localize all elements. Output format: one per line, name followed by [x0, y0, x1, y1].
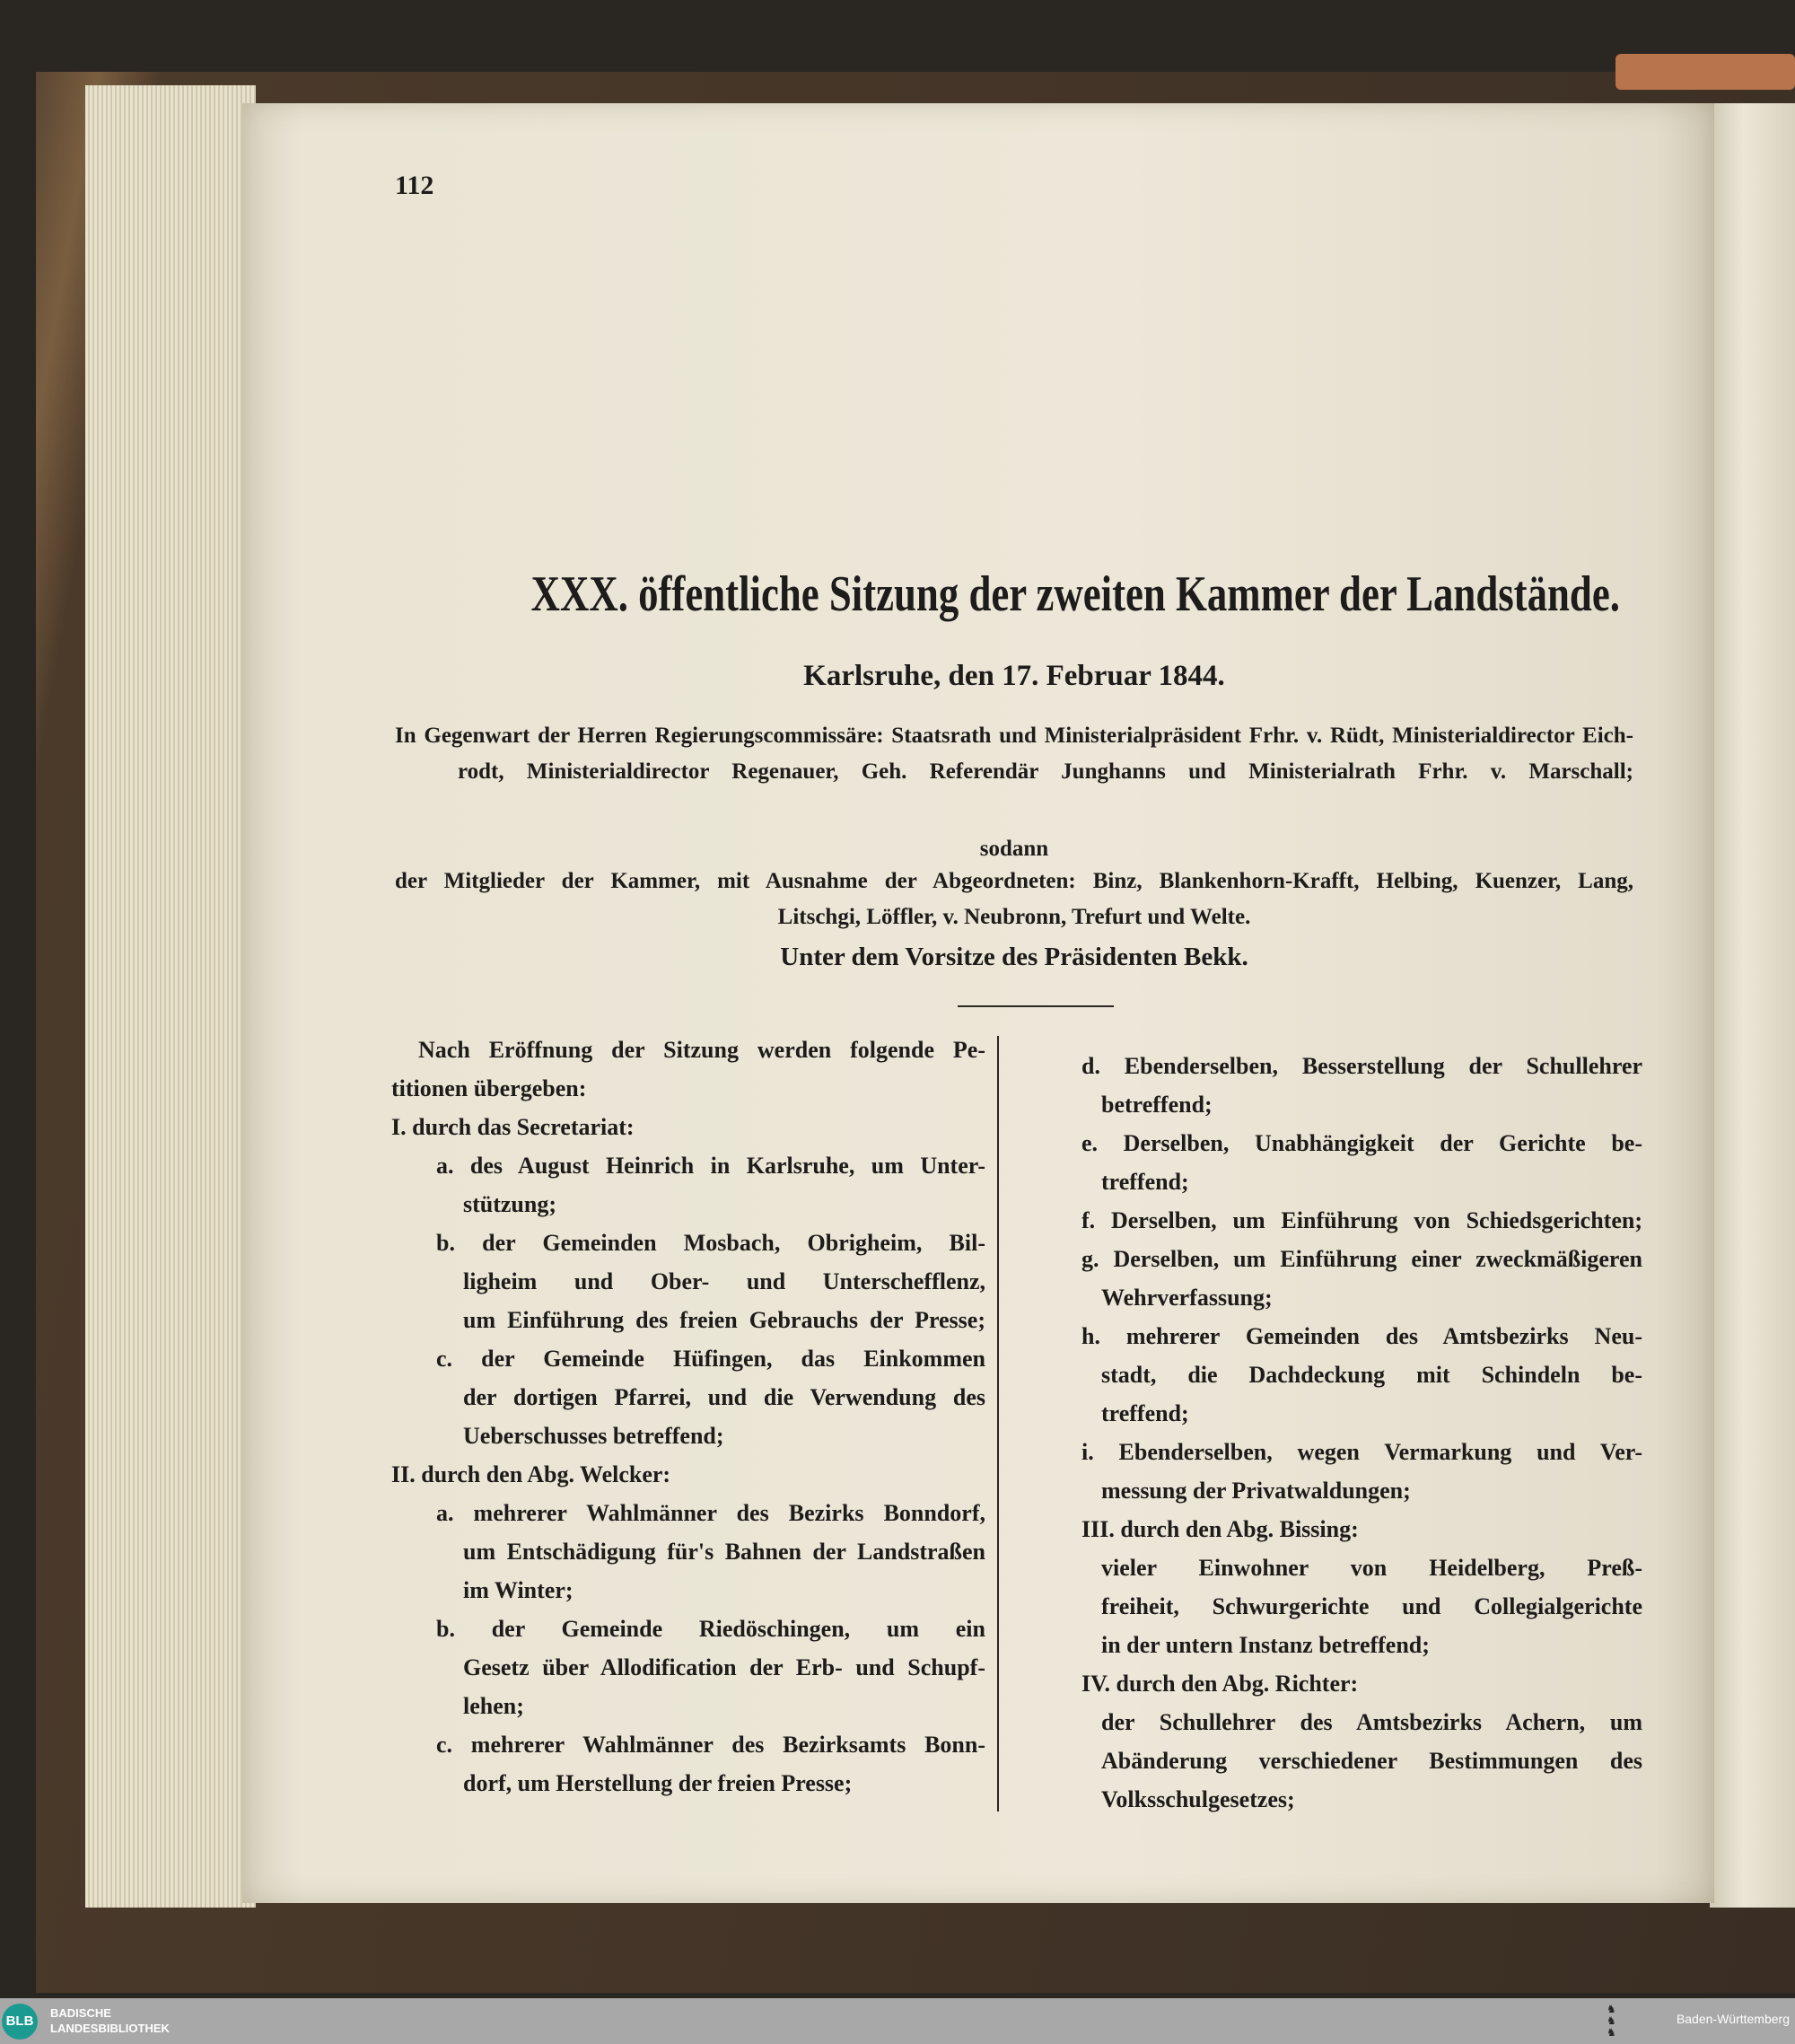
petition-line: messung der Privatwaldungen; [1101, 1478, 1411, 1504]
petition-line: c. mehrerer Wahlmänner des Bezirksamts Bonn- [436, 1732, 985, 1758]
right-column [1081, 1047, 1642, 1819]
petition-line: Ueberschusses betreffend; [463, 1423, 724, 1449]
petition-line: i. Ebenderselben, wegen Vermarkung und Ver- [1081, 1439, 1642, 1465]
petition-line: g. Derselben, um Einführung einer zweckmäßigeren [1081, 1246, 1642, 1272]
petition-line: b. der Gemeinde Riedöschingen, um ein [436, 1616, 985, 1642]
petition-line: dorf, um Herstellung der freien Presse; [463, 1770, 853, 1796]
petition-line: treffend; [1101, 1169, 1189, 1195]
petition-line: freiheit, Schwurgerichte und Collegialgerichte [1101, 1593, 1642, 1619]
petition-line: II. durch den Abg. Welcker: [391, 1461, 671, 1487]
next-page-edge [1710, 103, 1795, 1908]
petition-line: treffend; [1101, 1400, 1189, 1426]
petition-line: a. des August Heinrich in Karlsruhe, um Unter- [436, 1153, 985, 1179]
presence-line: In Gegenwart der Herren Regierungscommissäre: Staatsrath und Ministerialpräsident Frhr. v. Rüdt, Ministerialdirector Eich- [395, 724, 1633, 748]
column-divider [997, 1036, 999, 1812]
library-name-line: BADISCHE [50, 2006, 111, 2020]
state-logo-text[interactable]: Baden-Württemberg [1676, 2012, 1790, 2026]
petition-line: um Entschädigung für's Bahnen der Landstraßen [463, 1539, 985, 1565]
book-spine-corner [1616, 54, 1795, 90]
left-column [391, 1031, 985, 1803]
petition-line: Volksschulgesetzes; [1101, 1786, 1295, 1812]
petition-line: um Einführung des freien Gebrauchs der Presse; [463, 1307, 985, 1333]
presence-line: rodt, Ministerialdirector Regenauer, Geh. Referendär Junghanns und Ministerialrath Frhr. v. Marschall; [458, 759, 1633, 784]
members-paragraph [395, 864, 1633, 935]
page-number: 112 [395, 171, 434, 200]
petition-line: f. Derselben, um Einführung von Schiedsgerichten; [1081, 1207, 1642, 1233]
petition-line: lehen; [463, 1693, 524, 1719]
members-line: Litschgi, Löffler, v. Neubronn, Trefurt und Welte. [777, 905, 1251, 929]
page-edges [85, 85, 256, 1908]
petition-line: titionen übergeben: [391, 1075, 587, 1101]
blb-logo[interactable]: BLB [2, 2004, 38, 2040]
petition-line: Gesetz über Allodification der Erb- und Schupf- [463, 1654, 985, 1680]
sodann-text: sodann [979, 837, 1049, 861]
petition-line: c. der Gemeinde Hüfingen, das Einkommen [436, 1346, 985, 1372]
petition-line: vieler Einwohner von Heidelberg, Preß- [1101, 1555, 1642, 1581]
members-line: der Mitglieder der Kammer, mit Ausnahme der Abgeordneten: Binz, Blankenhorn-Krafft, Helbing, Kuenzer, Lang, [395, 869, 1633, 893]
library-name-line: LANDESBIBLIOTHEK [50, 2022, 170, 2035]
petition-line: im Winter; [463, 1577, 574, 1603]
petition-line: in der untern Instanz betreffend; [1101, 1632, 1430, 1658]
petition-line: I. durch das Secretariat: [391, 1114, 635, 1140]
petition-line: e. Derselben, Unabhängigkeit der Gerichte be- [1081, 1130, 1642, 1156]
petition-line: IV. durch den Abg. Richter: [1081, 1671, 1359, 1697]
chair-line: Unter dem Vorsitze des Präsidenten Bekk. [780, 943, 1248, 971]
library-name[interactable] [50, 2005, 170, 2036]
footer-bar [0, 1998, 1795, 2044]
petition-line: h. mehrerer Gemeinden des Amtsbezirks Neu- [1081, 1323, 1642, 1349]
petition-line: der Schullehrer des Amtsbezirks Achern, um [1101, 1709, 1642, 1735]
petition-line: d. Ebenderselben, Besserstellung der Schullehrer [1081, 1053, 1642, 1079]
petition-line: betreffend; [1101, 1092, 1213, 1118]
petition-line: a. mehrerer Wahlmänner des Bezirks Bonndorf, [436, 1500, 985, 1526]
session-title: XXX. öffentliche Sitzung der zweiten Kammer der Landstände. [530, 566, 1620, 622]
petition-line: stützung; [463, 1191, 557, 1217]
petition-line: III. durch den Abg. Bissing: [1081, 1516, 1359, 1542]
state-lions-icon: ♞ ♞ ♞ [1607, 2003, 1616, 2039]
presence-paragraph [395, 718, 1633, 790]
session-title-wrap [395, 566, 1633, 623]
petition-line: b. der Gemeinden Mosbach, Obrigheim, Bil- [436, 1230, 985, 1256]
petition-line: stadt, die Dachdeckung mit Schindeln be- [1101, 1362, 1642, 1388]
petition-line: ligheim und Ober- und Unterschefflenz, [463, 1268, 985, 1294]
petition-line: Wehrverfassung; [1101, 1285, 1273, 1311]
petition-line: Nach Eröffnung der Sitzung werden folgende Pe- [418, 1037, 985, 1063]
session-date: Karlsruhe, den 17. Februar 1844. [803, 660, 1225, 692]
petition-line: der dortigen Pfarrei, und die Verwendung des [463, 1384, 985, 1410]
section-rule [958, 1005, 1114, 1007]
petition-line: Abänderung verschiedener Bestimmungen des [1101, 1748, 1642, 1774]
